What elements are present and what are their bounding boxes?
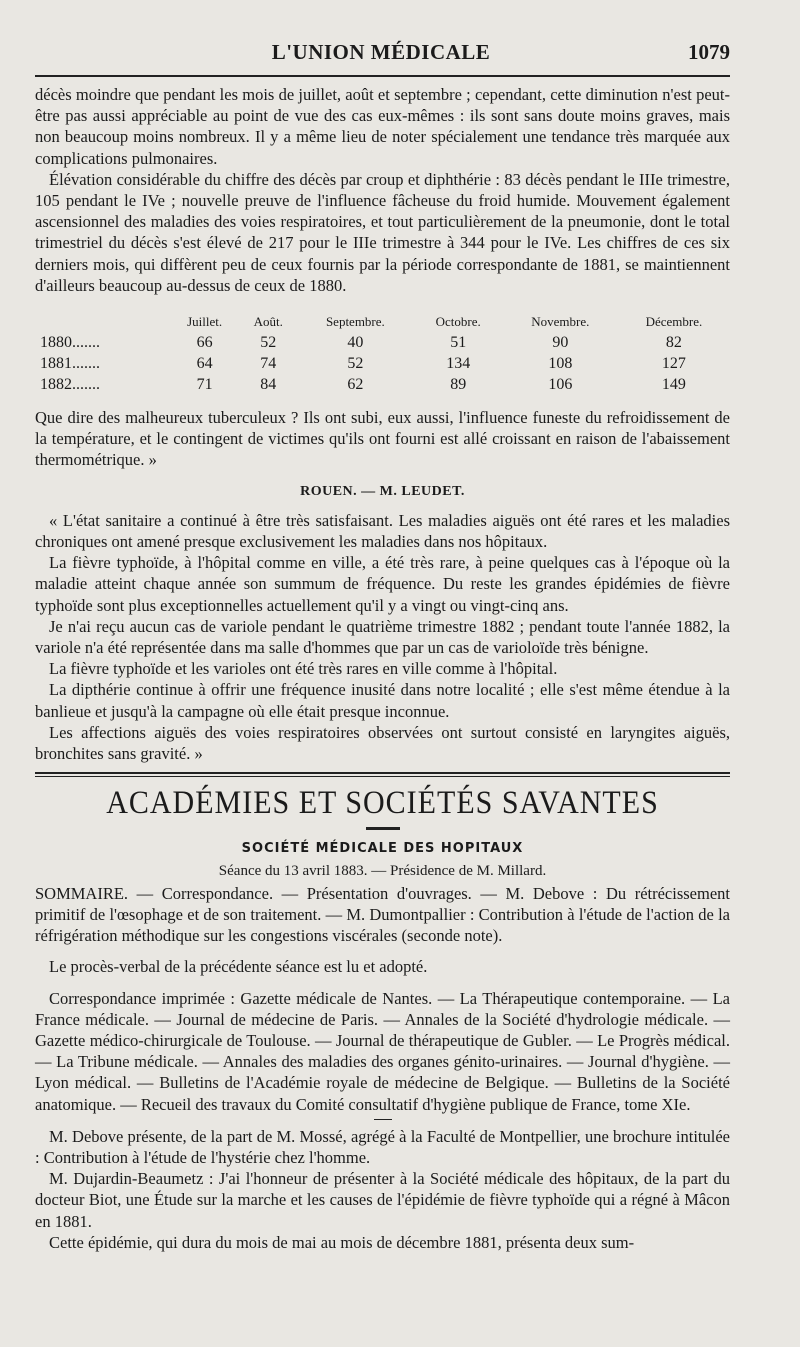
table-cell: 149 [661,376,686,394]
table-cell: 74 [260,355,277,373]
table-row [35,353,730,374]
article-body [35,84,730,1253]
table-cell: 52 [347,355,364,373]
paragraph: La dipthérie continue à offrir une fréquence inusité dans notre localité ; elle s'est même étendue à la banlieue et jusqu'à la campagne où elle était presque inconnue. [35,680,730,721]
table-cell: 52 [260,334,277,352]
column-header: Décembre. [645,314,703,330]
correspondance: Correspondance imprimée : Gazette médicale de Nantes. — La Thérapeutique contemporaine. — La France médicale. — Journal de médecine de Paris. — Annales de la Société d'hydrologie médicale. — Gazette médico-chirurgicale de Toulouse. — Journal de thérapeutique de Gubler. — Le Progrès médical. — La Tribune médicale. — Annales des maladies des organes génito-urinaires. — Journal d'hygiène. — Lyon médical. — Bulletins de l'Académie royale de médecine de Belgique. — Bulletins de la Société anatomique. — Recueil des travaux du Comité consultatif d'hygiène publique de France, tome XIe. [35,988,730,1114]
column-header: Juillet. [187,314,223,330]
table-cell: 127 [661,355,686,373]
header-rule [35,75,730,77]
paragraph: La fièvre typhoïde et les varioles ont été très rares en ville comme à l'hôpital. [49,659,558,679]
paragraph: Je n'ai reçu aucun cas de variole pendant le quatrième trimestre 1882 ; pendant toute l'année 1882, la variole n'a été représentée dans ma salle d'hommes que par un cas de varioloïde très bénigne. [35,616,730,658]
row-year: 1881....... [40,355,100,373]
table-cell: 90 [552,334,569,352]
table-cell: 64 [196,355,213,373]
paragraph: Les affections aiguës des voies respiratoires observées ont surtout consisté en laryngites aiguës, bronchites sans gravité. » [35,722,730,764]
column-header: Août. [253,314,283,330]
paragraph: Élévation considérable du chiffre des décès par croup et diphthérie : 83 décès pendant le IIIe trimestre, 105 pendant le IVe ; nouvelle preuve de l'influence fâcheuse du froid humide. Mouvement également ascensionnel des maladies des voies respiratoires, et tout particulièrement de la pneumonie, dont le total trimestriel du décès s'est élevé de 217 pour le IIIe trimestre à 344 pour le IVe. Les chiffres de ces six derniers mois, qui diffèrent peu de ceux fournis par la période correspondante de 1881, se maintiennent d'ailleurs beaucoup au-dessus de ceux de 1880. [35,169,730,295]
proces-verbal: Le procès-verbal de la précédente séance est lu et adopté. [49,957,428,977]
paragraph: M. Debove présente, de la part de M. Mossé, agrégé à la Faculté de Montpellier, une brochure intitulée : Contribution à l'étude de l'hystérie chez l'homme. [35,1126,730,1167]
paragraph: « L'état sanitaire a continué à être très satisfaisant. Les maladies aiguës ont été rares et les maladies chroniques ont amené presque exclusivement les maladies dans nos hôpitaux. [35,510,730,552]
column-header: Octobre. [435,314,481,330]
spacer [35,946,730,956]
table-cell: 40 [347,334,364,352]
paragraph: M. Dujardin-Beaumetz : J'ai l'honneur de présenter à la Société médicale des hôpitaux, de la part du docteur Biot, une Étude sur la marche et les causes de l'épidémie de fièvre typhoïde qui a régné à Mâcon en 1881. [35,1169,730,1231]
table-cell: 84 [260,376,277,394]
column-header: Septembre. [325,314,385,330]
paragraph: Que dire des malheureux tuberculeux ? Ils ont subi, eux aussi, l'influence funeste du refroidissement de la température, et le contingent de victimes qu'ils ont fourni est allé croissant en raison de l'abaissement thermométrique. » [35,408,730,470]
section-title: ACADÉMIES ET SOCIÉTÉS SAVANTES [106,784,659,821]
title-rule [366,827,400,830]
table-row [35,332,730,353]
table-row [35,374,730,395]
table-cell: 106 [548,376,573,394]
table-cell: 66 [196,334,213,352]
section-rule [35,772,730,777]
table-cell: 89 [450,376,467,394]
table-header-row [35,311,730,332]
table-cell: 134 [446,355,471,373]
society-heading: SOCIÉTÉ MÉDICALE DES HOPITAUX [241,841,524,857]
table-cell: 62 [347,376,364,394]
table-cell: 82 [665,334,682,352]
journal-title: L'UNION MÉDICALE [271,40,491,64]
rouen-heading: ROUEN. — M. LEUDET. [300,483,465,499]
paragraph: Cette épidémie, qui dura du mois de mai au mois de décembre 1881, présenta deux sum- [49,1232,635,1252]
column-header: Novembre. [531,314,590,330]
row-year: 1882....... [40,376,100,394]
table-cell: 51 [450,334,467,352]
seance-line: Séance du 13 avril 1883. — Présidence de M. Millard. [218,863,547,880]
table-corner [35,311,170,332]
running-header [32,40,730,66]
paragraph: La fièvre typhoïde, à l'hôpital comme en ville, a été très rare, à peine quelques cas à l'époque où la maladie atteint chaque année son summum de fréquence. Du reste les grandes épidémies de fièvre typhoïde sont plus exceptionnelles actuellement qu'il y a vingt ou vingt-cinq ans. [35,553,730,615]
spacer [35,978,730,988]
row-year: 1880....... [40,334,100,352]
separator-rule [374,1119,392,1120]
table-cell: 71 [196,376,213,394]
table-cell: 108 [548,355,573,373]
page-number: 1079 [688,40,730,64]
mortality-table [35,311,730,395]
paragraph: décès moindre que pendant les mois de juillet, août et septembre ; cependant, cette diminution n'est peut-être pas aussi appréciable au point de vue des cas eux-mêmes : ils sont sans doute moins graves, mais non beaucoup moins nombreux. Il y a même lieu de noter spécialement une tendance très marquée aux complications pulmonaires. [35,85,730,168]
sommaire: SOMMAIRE. — Correspondance. — Présentation d'ouvrages. — M. Debove : Du rétrécissement primitif de l'œsophage et de son traitement. — M. Dumontpallier : Contribution à l'étude de l'action de la réfrigération méthodique sur les congestions viscérales (seconde note). [35,883,730,946]
